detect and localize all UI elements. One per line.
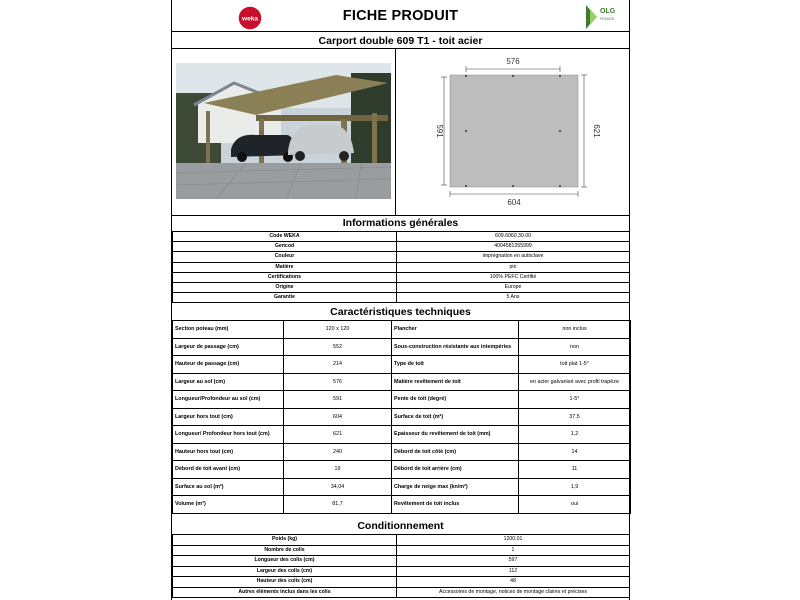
spec-label: Surface de toit (m²) [392,408,519,426]
spec-label: Pente de toit (degré) [392,391,519,409]
technical-row [173,321,631,339]
general-info-table [172,231,630,303]
spec-value: 120 x 120 [284,321,392,339]
row-value: 48 [397,577,630,588]
olg-logo-subtext: FRANCE [600,17,615,21]
carport-photo [176,63,391,199]
spec-value: 604 [284,408,392,426]
spec-label: Epaisseur du revêtement de toit (mm) [392,426,519,444]
spec-value: 552 [284,338,392,356]
packaging-row [173,535,630,546]
technical-row [173,356,631,374]
spec-value: 240 [284,443,392,461]
row-label: Gencod [173,242,397,252]
page-title: FICHE PRODUIT [342,8,459,24]
spec-label: Débord de toit côté (cm) [392,443,519,461]
technical-table [172,320,631,514]
technical-row [173,461,631,479]
row-value: 1200,01 [397,535,630,546]
spec-value: 621 [284,426,392,444]
spec-value: 34,04 [284,478,392,496]
row-label: Nombre de colis [173,545,397,556]
technical-row [173,391,631,409]
floor-plan-diagram [396,49,630,215]
general-info-row [173,293,630,303]
row-value: 1 [397,545,630,556]
spec-label: Volume (m³) [173,496,284,514]
row-value: 100% PEFC Certifié [397,272,630,282]
row-value: 597 [397,556,630,567]
spec-label: Largeur au sol (cm) [173,373,284,391]
row-value: imprégnation en autoclave [397,252,630,262]
row-value: 609.6060.30.00 [397,232,630,242]
row-label: Longueur des colis (cm) [173,556,397,567]
spec-value: toit plat 1-5° [519,356,631,374]
divider [172,31,629,32]
row-label: Hauteur des colis (cm) [173,577,397,588]
technical-row [173,443,631,461]
row-label: Origine [173,282,397,292]
technical-row [173,373,631,391]
row-value: 4004581355999 [397,242,630,252]
spec-value: en acier galvanisé avec profil trapèze [519,373,631,391]
olg-logo-text: OLG [600,8,616,15]
row-label: Certifications [173,272,397,282]
svg-text:weka: weka [242,15,258,23]
general-info-row [173,252,630,262]
row-label: Poids (kg) [173,535,397,546]
spec-value: 19 [284,461,392,479]
spec-value: 1,2 [519,426,631,444]
spec-value: 11 [519,461,631,479]
spec-label: Section poteau (mm) [173,321,284,339]
spec-value: non [519,338,631,356]
row-value: 5 Ans [397,293,630,303]
spec-value: non inclus [519,321,631,339]
spec-value: 81,7 [284,496,392,514]
packaging-row [173,556,630,567]
general-info-row [173,232,630,242]
spec-label: Débord de toit arrière (cm) [392,461,519,479]
plan-right-depth: 621 [592,124,601,138]
spec-value: 591 [284,391,392,409]
row-value: 112 [397,566,630,577]
product-name: Carport double 609 T1 - toit acier [318,35,483,47]
plan-top-width: 576 [506,57,520,66]
section-heading-technical: Caractéristiques techniques [330,306,471,318]
general-info-row [173,282,630,292]
spec-label: Largeur de passage (cm) [173,338,284,356]
general-info-row [173,242,630,252]
spec-label: Revêtement de toit inclus [392,496,519,514]
packaging-row [173,577,630,588]
spec-label: Débord de toit avant (cm) [173,461,284,479]
spec-value: 14 [519,443,631,461]
technical-row [173,338,631,356]
spec-label: Largeur hors tout (cm) [173,408,284,426]
row-label: Matière [173,262,397,272]
technical-row [173,408,631,426]
packaging-row [173,545,630,556]
technical-row [173,426,631,444]
section-heading-packaging: Conditionnement [357,520,444,532]
spec-label: Matière revêtement de toit [392,373,519,391]
section-heading-general: Informations générales [342,217,459,229]
general-info-row [173,262,630,272]
spec-label: Hauteur hors tout (cm) [173,443,284,461]
row-label: Garantie [173,293,397,303]
technical-row [173,496,631,514]
spec-label: Plancher [392,321,519,339]
spec-label: Sous-construction résistante aux intempéries [392,338,519,356]
plan-left-depth: 591 [435,124,444,138]
spec-value: 37,5 [519,408,631,426]
packaging-row [173,566,630,577]
spec-label: Surface au sol (m²) [173,478,284,496]
plan-bottom-width: 604 [507,198,521,207]
spec-value: 1-5° [519,391,631,409]
row-value: Accessoires de montage, notices de montage claires et précises [397,587,630,598]
row-value: pin [397,262,630,272]
technical-row [173,478,631,496]
row-label: Autres éléments inclus dans les colis [173,587,397,598]
product-sheet [171,0,630,600]
spec-label: Longueur/Profondeur au sol (cm) [173,391,284,409]
row-label: Largeur des colis (cm) [173,566,397,577]
row-label: Couleur [173,252,397,262]
spec-value: oui [519,496,631,514]
packaging-row [173,587,630,598]
packaging-table [172,534,630,598]
spec-value: 1,9 [519,478,631,496]
row-label: Code WEKA [173,232,397,242]
general-info-row [173,272,630,282]
spec-label: Longueur/ Profondeur hors tout (cm) [173,426,284,444]
spec-label: Charge de neige max (kn/m²) [392,478,519,496]
divider [172,215,629,216]
spec-value: 576 [284,373,392,391]
row-value: Europe [397,282,630,292]
spec-value: 214 [284,356,392,374]
spec-label: Type de toit [392,356,519,374]
spec-label: Hauteur de passage (cm) [173,356,284,374]
